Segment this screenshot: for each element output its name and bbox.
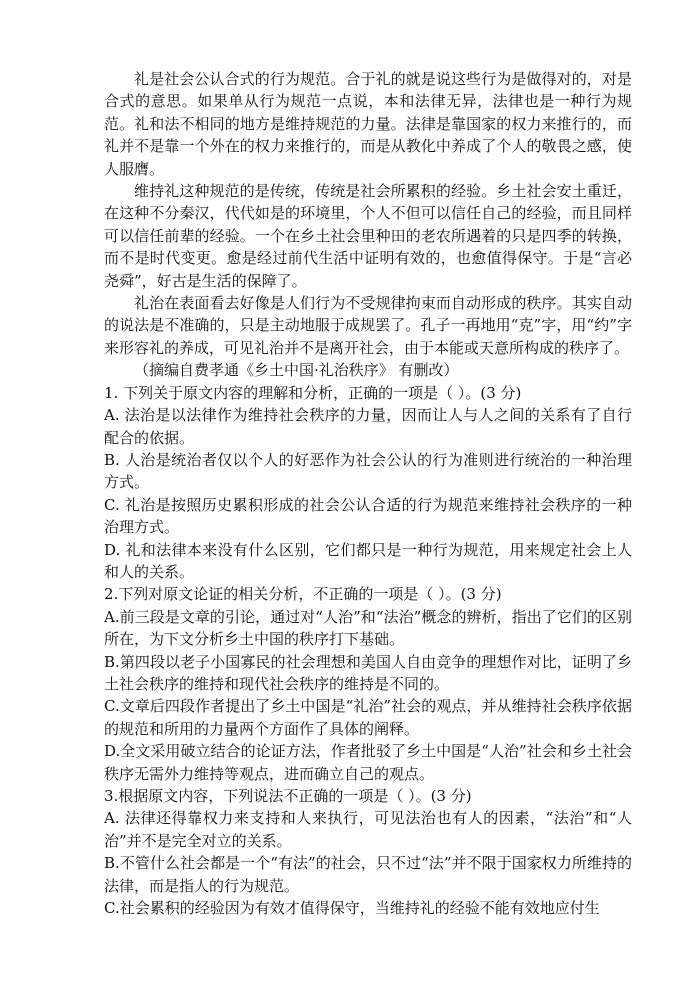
- question-2-option-b: B.第四段以老子小国寡民的社会理想和美国人自由竞争的理想作对比，证明了乡土社会秩序的维持和现代社会秩序的维持是不同的。: [104, 652, 632, 693]
- question-1-option-c: C. 礼治是按照历史累积形成的社会公认合适的行为规范来维持社会秩序的一种治理方式。: [104, 495, 632, 537]
- paragraph-2: 维持礼这种规范的是传统，传统是社会所累积的经验。乡土社会安土重迁，在这种不分秦汉，代代如是的环境里，个人不但可以信任自己的经验，而且同样可以信任前辈的经验。一个在乡土社会里种田的老农所遇着的只是四季的转换，而不是时代变更。愈是经过前代生活中证明有效的，也愈值得保守。于是“言必尧舜”，好古是生活的保障了。: [104, 182, 632, 290]
- question-2-option-d: D.全文采用破立结合的论证方法，作者批驳了乡土中国是“人治”社会和乡土社会秩序无需外力维持等观点，进而确立自己的观点。: [104, 742, 632, 783]
- question-1-option-d: D. 礼和法律本来没有什么区别，它们都只是一种行为规范，用来规定社会上人和人的关系。: [104, 540, 632, 581]
- paragraph-1: 礼是社会公认合式的行为规范。合于礼的就是说这些行为是做得对的，对是合式的意思。如果单从行为规范一点说，本和法律无异，法律也是一种行为规范。礼和法不相同的地方是维持规范的力量。法律是靠国家的权力来推行的，而礼并不是靠一个外在的权力来推行的，而是从教化中养成了个人的敬畏之感，使人服膺。: [104, 70, 632, 178]
- question-2-option-a: A.前三段是文章的引论，通过对“人治”和“法治”概念的辨析，指出了它们的区别所在，为下文分析乡土中国的秩序打下基础。: [104, 607, 632, 649]
- question-1-stem: 1. 下列关于原文内容的理解和分析，正确的一项是（ ）。(3 分): [104, 383, 522, 402]
- source-citation: （摘编自费孝通《乡土中国·礼治秩序》 有删改）: [134, 361, 459, 380]
- paragraph-3: 礼治在表面看去好像是人们行为不受规律拘束而自动形成的秩序。其实自动的说法是不准确的，只是主动地服于成规罢了。孔子一再地用“克”字，用“约”字来形容礼的养成，可见礼治并不是离开社会，由于本能或天意所构成的秩序了。: [104, 294, 632, 357]
- question-2-option-c: C.文章后四段作者提出了乡土中国是“礼治”社会的观点，并从维持社会秩序依据的规范和所用的力量两个方面作了具体的阐释。: [104, 697, 632, 738]
- question-1-option-b: B. 人治是统治者仅以个人的好恶作为社会公认的行为准则进行统治的一种治理方式。: [104, 450, 632, 492]
- question-3-stem: 3.根据原文内容，下列说法不正确的一项是（ ）。(3 分): [104, 787, 472, 805]
- question-3-option-c: C.社会累积的经验因为有效才值得保守，当维持礼的经验不能有效地应付生: [104, 899, 600, 918]
- question-3-option-a: A. 法律还得靠权力来支持和人来执行，可见法治也有人的因素，“法治”和“人治”并不是完全对立的关系。: [104, 809, 632, 850]
- document-page: [104, 68, 632, 919]
- question-2-stem: 2.下列对原文论证的相关分析，不正确的一项是（ ）。(3 分): [104, 585, 502, 604]
- question-1-option-a: A. 法治是以法律作为维持社会秩序的力量，因而让人与人之间的关系有了自行配合的依据。: [104, 406, 632, 447]
- question-3-option-b: B.不管什么社会都是一个“有法”的社会，只不过“法”并不限于国家权力所维持的法律，而是指人的行为规范。: [104, 854, 632, 895]
